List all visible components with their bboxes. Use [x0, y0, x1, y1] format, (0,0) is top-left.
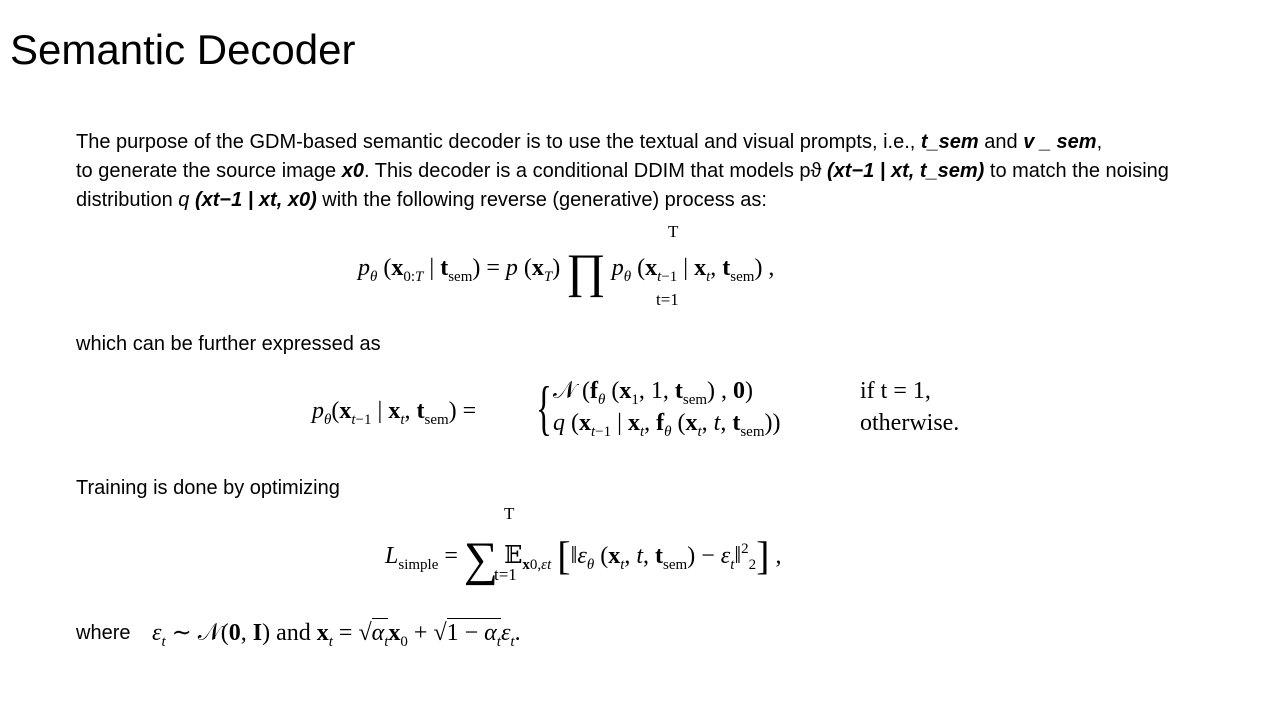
intro-text-2: , [1096, 131, 1103, 153]
intro-text-5: to match the noising distribution [76, 160, 1169, 211]
noising-condition: (xt−1 | xt, x0) [194, 189, 317, 211]
noise-definition: $\varepsilon_t$ ∼ 𝒩(0, I) and $x_t = √\alpha_tx_0 + √1 - \alpha_t\varepsilon_t$. [152, 620, 521, 650]
where-and: and [276, 620, 311, 646]
model-condition: (xt−1 | xt, t_sem) [827, 160, 985, 182]
product-lower-limit: t=1 [656, 290, 679, 309]
loss-equation: $L_{simple}$ = ∑ 𝔼$_{x0,\varepsilon t}$ [$‖\varepsilon_\theta$ ($x_t$, t, $t_{sem}$) − $\varepsilon_t‖^2_2$] , [385, 533, 782, 586]
case-2-condition: otherwise. [860, 410, 960, 436]
product-operator: ∏ [566, 245, 606, 298]
further-text: which can be further expressed as [76, 333, 381, 355]
intro-text-4: . This decoder is a conditional DDIM that models pϑ [363, 160, 827, 182]
piecewise-case-2: q ($x_{t-1}$ | $x_t$, $f_\theta$ ($x_t$, t, $t_{sem}$)) [553, 410, 781, 440]
sum-operator: ∑ [463, 533, 499, 586]
training-text: Training is done by optimizing [76, 477, 340, 499]
intro-and: and [978, 131, 1024, 153]
reverse-process-equation: $p_\theta$ ($x_{0:T}$ | $t_{sem}) = p$ $(x_T)$ ∏ $p_\theta$ ($x_{t-1}$ | $x_t$, $t_{sem}$) , [358, 245, 775, 298]
slide-title: Semantic Decoder [10, 26, 356, 73]
intro-text-3: to generate the source image [76, 160, 342, 182]
x0-term: x0 [341, 160, 364, 182]
intro-paragraph [76, 128, 1226, 215]
piecewise-case-1: 𝒩 ($f_\theta$ ($x_1$, 1, $t_{sem}$) , 0) [553, 378, 754, 408]
case-1-condition: if t = 1, [860, 378, 931, 404]
where-label: where [76, 622, 131, 644]
sum-upper-limit: T [504, 504, 515, 523]
v-sem-term: v _ sem [1023, 131, 1097, 153]
t-sem-term: t_sem [920, 131, 979, 153]
sum-lower-limit: t=1 [494, 565, 517, 584]
q-term: q [178, 189, 195, 211]
intro-text-1: The purpose of the GDM-based semantic decoder is to use the textual and visual prompts, i.e., [76, 131, 921, 153]
piecewise-brace: { [536, 375, 552, 441]
product-upper-limit: T [668, 222, 679, 241]
piecewise-lhs: $p_\theta(x_{t-1}$ | $x_t$, $t_{sem}$) = [312, 398, 477, 428]
intro-text-6: with the following reverse (generative) process as: [316, 189, 767, 211]
